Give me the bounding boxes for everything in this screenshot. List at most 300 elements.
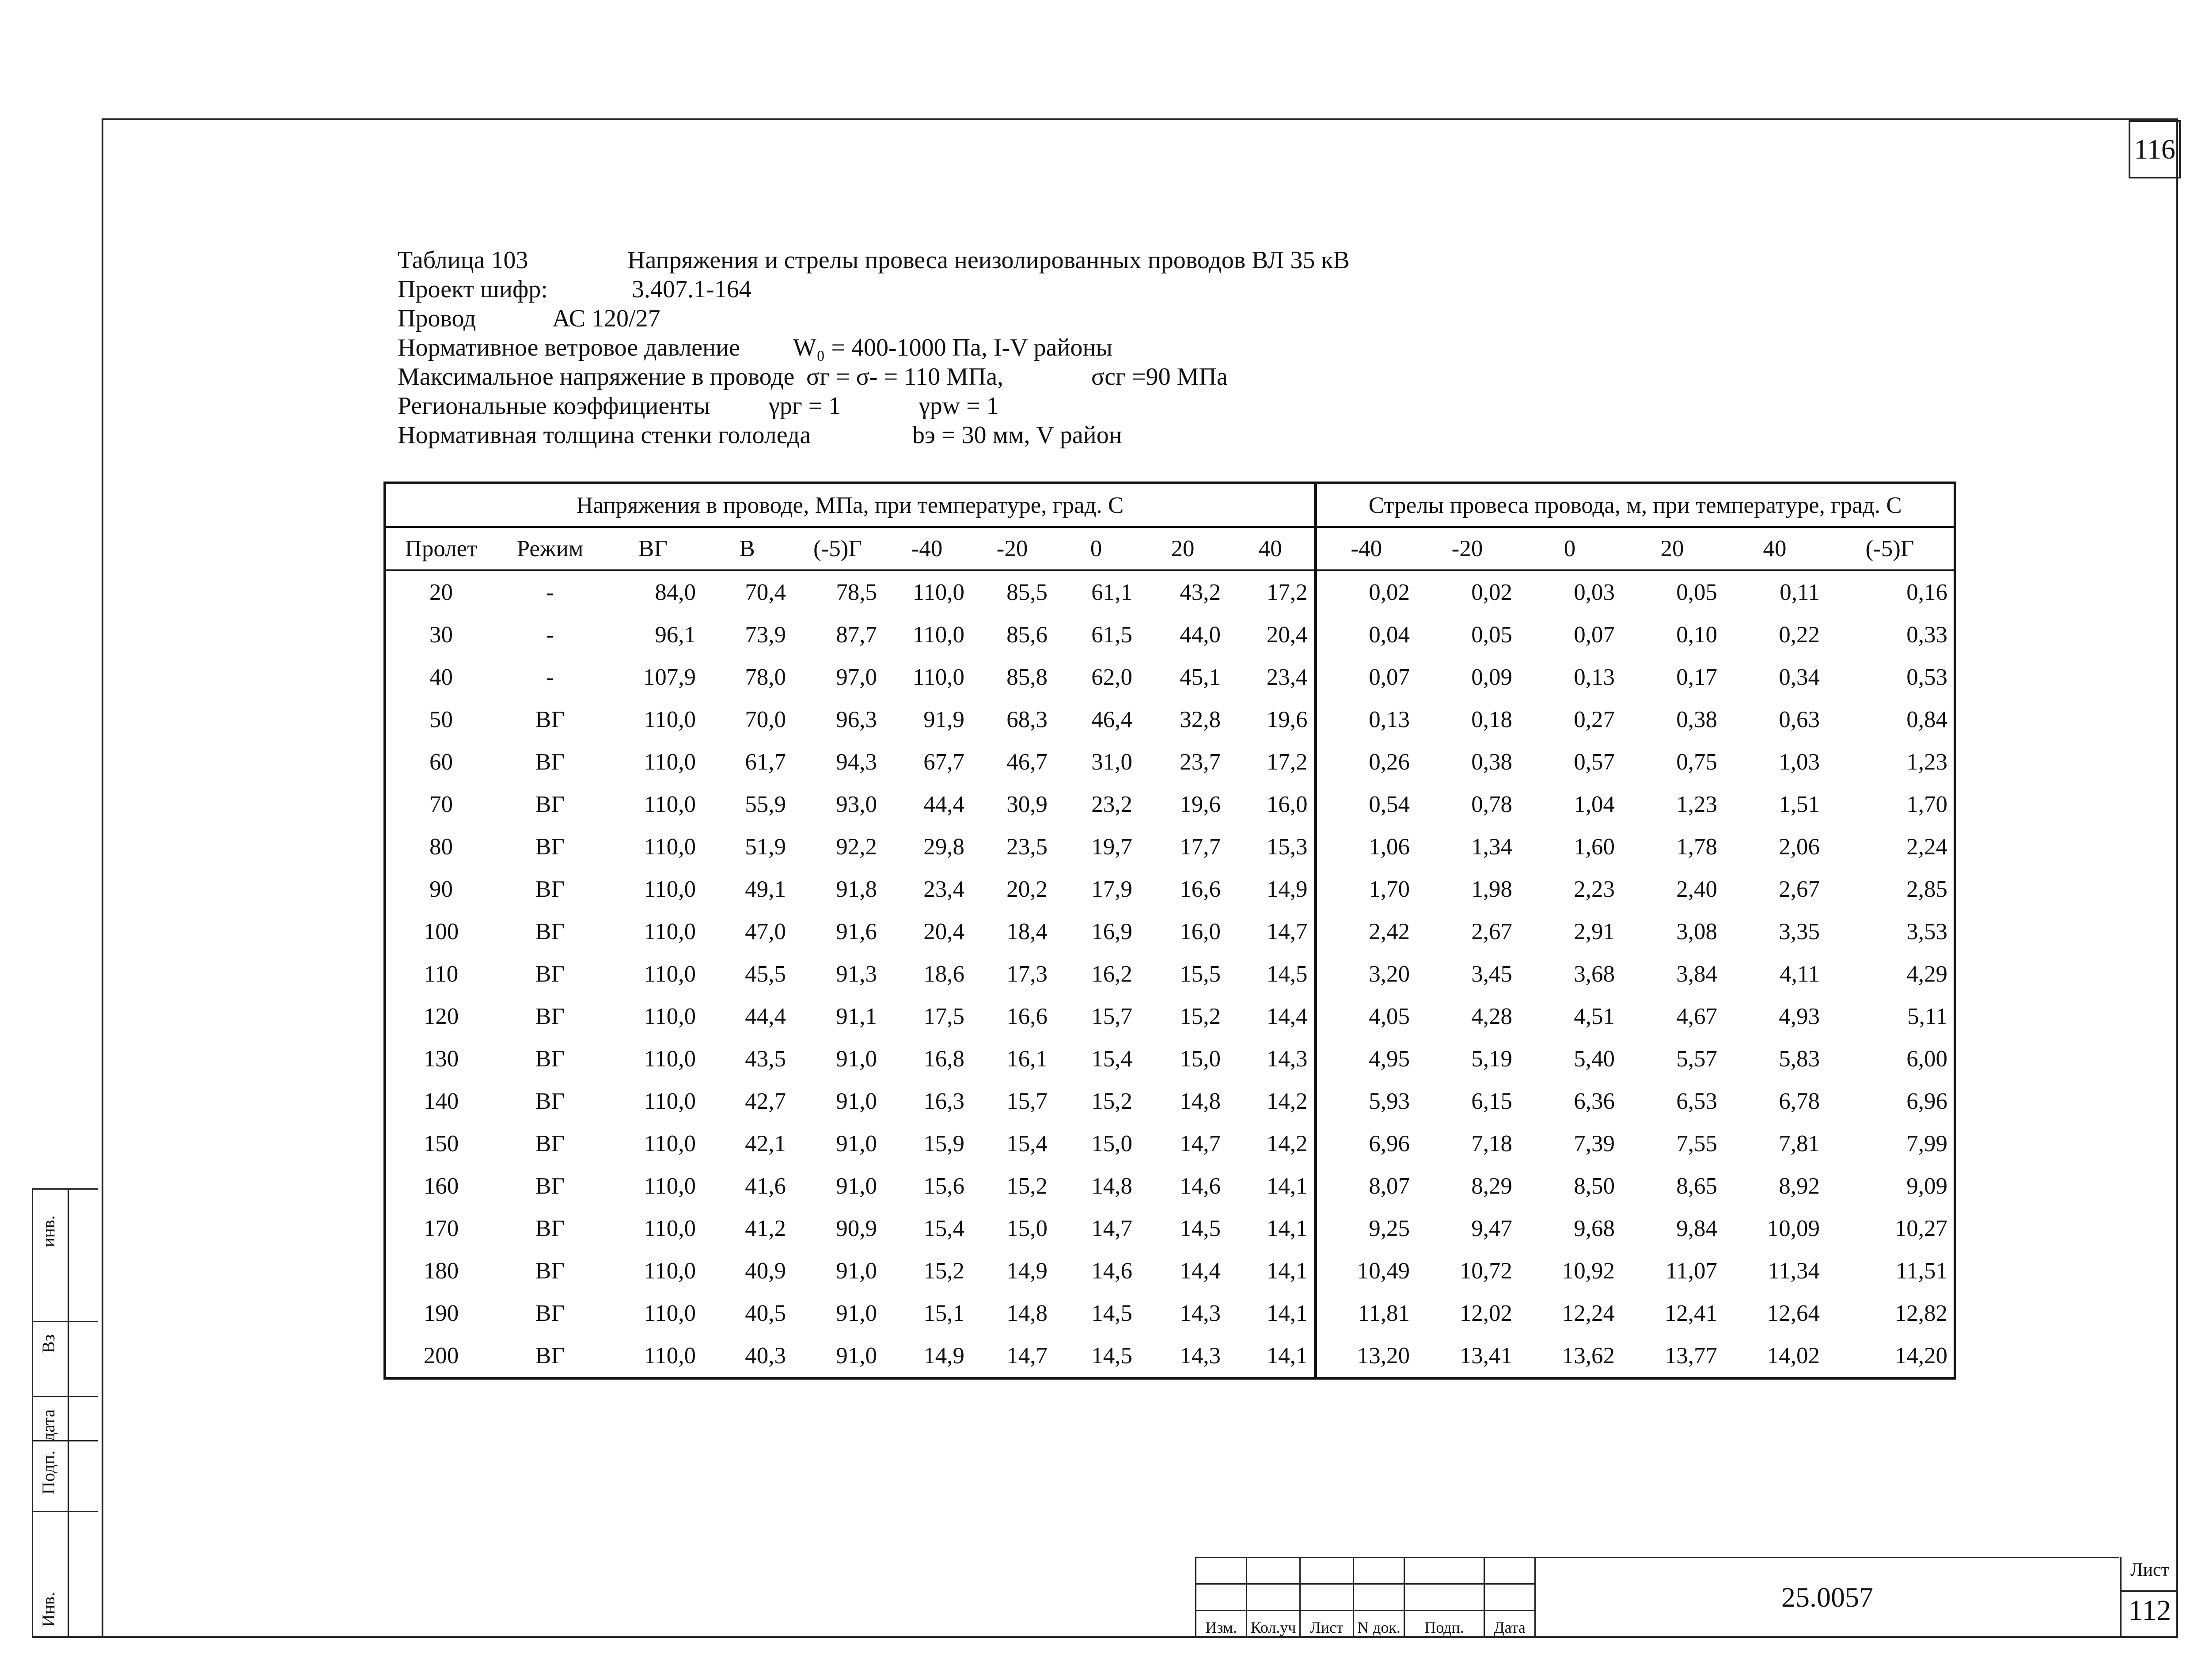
project-label: Проект шифр: <box>398 276 548 303</box>
table-cell: 15,0 <box>1180 1046 1221 1072</box>
table-cell: 17,2 <box>1266 580 1308 605</box>
table-cell: 70,4 <box>745 580 786 605</box>
table-cell: 41,2 <box>745 1216 786 1241</box>
table-cell: 40 <box>429 664 453 690</box>
table-title: Напряжения и стрелы провеса неизолированных проводов ВЛ 35 кВ <box>627 247 1350 274</box>
table-cell: 92,2 <box>836 834 877 860</box>
table-cell: 110,0 <box>912 664 964 690</box>
wind-pressure-label: Нормативное ветровое давление <box>398 334 740 361</box>
table-cell: 91,0 <box>836 1301 877 1326</box>
table-cell: ВГ <box>535 1046 565 1072</box>
table-cell: 29,8 <box>923 834 964 860</box>
max-stress-value: σг = σ- = 110 МПа, <box>806 363 1004 391</box>
table-cell: 0,09 <box>1471 664 1512 690</box>
table-cell: 31,0 <box>1091 749 1132 775</box>
table-cell: 15,2 <box>1091 1088 1132 1114</box>
wire-value: АС 120/27 <box>552 305 660 332</box>
table-cell: 13,62 <box>1562 1343 1615 1369</box>
table-cell: 30,9 <box>1006 792 1048 817</box>
wire-label: Провод <box>398 305 476 332</box>
table-cell: 70,0 <box>745 707 786 732</box>
table-row <box>385 995 1955 1038</box>
table-cell: 2,67 <box>1471 919 1512 944</box>
table-row <box>385 783 1955 826</box>
side-cell-inv <box>32 1188 98 1247</box>
table-cell: 78,0 <box>745 664 786 690</box>
table-cell: 40,3 <box>745 1343 786 1369</box>
table-cell: 8,92 <box>1779 1173 1820 1199</box>
table-cell: - <box>546 580 554 605</box>
table-cell: 5,57 <box>1676 1046 1717 1072</box>
table-cell: 17,3 <box>1006 961 1048 987</box>
table-cell: 2,85 <box>1906 876 1947 902</box>
table-cell: 120 <box>423 1004 459 1029</box>
table-cell: 96,1 <box>655 622 696 648</box>
table-row <box>385 1250 1955 1292</box>
table-cell: 2,91 <box>1574 919 1615 944</box>
sheet-label: Лист <box>2130 1560 2169 1580</box>
table-cell: 6,15 <box>1471 1088 1512 1114</box>
table-cell: 0,04 <box>1315 614 1416 656</box>
table-cell: 0,53 <box>1906 664 1947 690</box>
table-cell: 20,2 <box>1006 876 1048 902</box>
table-cell: 5,83 <box>1779 1046 1820 1072</box>
table-cell: 16,3 <box>923 1088 964 1114</box>
table-cell: 160 <box>423 1173 459 1199</box>
table-cell: 9,47 <box>1471 1216 1512 1241</box>
table-cell: 3,68 <box>1574 961 1615 987</box>
table-cell: - <box>546 622 554 648</box>
table-cell: 13,20 <box>1315 1335 1416 1378</box>
table-cell: 16,9 <box>1091 919 1132 944</box>
table-cell: 49,1 <box>745 876 786 902</box>
table-cell: 11,51 <box>1895 1258 1947 1284</box>
table-cell: 60 <box>429 749 453 775</box>
table-cell: 4,95 <box>1315 1038 1416 1080</box>
table-cell: 0,34 <box>1779 664 1820 690</box>
table-cell: 100 <box>423 919 459 944</box>
table-cell: 0,26 <box>1315 741 1416 783</box>
table-cell: 12,02 <box>1459 1301 1512 1326</box>
table-cell: 8,65 <box>1676 1173 1717 1199</box>
table-cell: 3,45 <box>1471 961 1512 987</box>
table-row <box>385 1038 1955 1080</box>
table-cell: 110,0 <box>644 961 696 987</box>
column-header: (-5)Г <box>813 536 862 561</box>
table-cell: 10,92 <box>1562 1258 1615 1284</box>
table-cell: 14,1 <box>1266 1343 1308 1369</box>
table-cell: 42,1 <box>745 1131 786 1157</box>
table-cell: 1,23 <box>1676 792 1717 817</box>
table-cell: 3,08 <box>1676 919 1717 944</box>
column-header: 40 <box>1763 536 1787 561</box>
table-cell: 14,1 <box>1266 1301 1308 1326</box>
table-cell: 5,40 <box>1574 1046 1615 1072</box>
table-cell: - <box>546 664 554 690</box>
table-cell: 23,5 <box>1006 834 1048 860</box>
table-cell: 0,33 <box>1906 622 1947 648</box>
table-row <box>385 953 1955 995</box>
table-cell: 23,2 <box>1091 792 1132 817</box>
frame-top <box>102 118 2178 120</box>
stamp-label: N док. <box>1354 1611 1404 1637</box>
table-cell: 0,07 <box>1574 622 1615 648</box>
table-cell: 180 <box>423 1258 459 1284</box>
table-cell: 80 <box>429 834 453 860</box>
table-cell: 1,34 <box>1471 834 1512 860</box>
side-cell-sign <box>32 1440 98 1494</box>
table-cell: 4,67 <box>1676 1004 1717 1029</box>
table-cell: 110,0 <box>644 1343 696 1369</box>
stress-sag-table <box>383 482 1956 1380</box>
table-cell: 9,25 <box>1315 1207 1416 1250</box>
table-row <box>385 1335 1955 1378</box>
table-cell: ВГ <box>535 919 565 944</box>
table-cell: 16,6 <box>1006 1004 1048 1029</box>
column-header-row <box>385 527 1955 570</box>
table-cell: 11,07 <box>1665 1258 1717 1284</box>
side-cell-date <box>32 1396 98 1441</box>
table-cell: 55,9 <box>745 792 786 817</box>
table-cell: ВГ <box>535 1343 565 1369</box>
table-cell: ВГ <box>535 876 565 902</box>
table-cell: 1,60 <box>1574 834 1615 860</box>
table-cell: 14,9 <box>1266 876 1308 902</box>
table-cell: 73,9 <box>745 622 786 648</box>
table-cell: 44,0 <box>1180 622 1221 648</box>
table-cell: 16,6 <box>1180 876 1221 902</box>
table-cell: 2,06 <box>1779 834 1820 860</box>
table-cell: 110,0 <box>644 919 696 944</box>
table-cell: 10,27 <box>1894 1216 1947 1241</box>
table-cell: 110,0 <box>644 749 696 775</box>
column-header: -20 <box>1451 536 1483 561</box>
table-cell: 90,9 <box>836 1216 877 1241</box>
table-cell: 2,42 <box>1315 910 1416 953</box>
table-cell: 1,23 <box>1906 749 1947 775</box>
table-cell: 0,27 <box>1574 707 1615 732</box>
table-cell: 7,39 <box>1574 1131 1615 1157</box>
column-header: -20 <box>996 536 1028 561</box>
table-row <box>385 1123 1955 1165</box>
table-cell: 15,5 <box>1180 961 1221 987</box>
table-cell: 14,3 <box>1266 1046 1308 1072</box>
table-cell: 93,0 <box>836 792 877 817</box>
table-cell: 15,2 <box>1180 1004 1221 1029</box>
table-cell: 110,0 <box>912 622 964 648</box>
table-cell: 94,3 <box>836 749 877 775</box>
table-cell: 14,7 <box>1091 1216 1132 1241</box>
table-cell: ВГ <box>535 1301 565 1326</box>
table-cell: 11,34 <box>1768 1258 1820 1284</box>
table-row <box>385 1080 1955 1123</box>
table-cell: 12,24 <box>1562 1301 1615 1326</box>
group-header-sag: Стрелы провеса провода, м, при температуре, град. С <box>1315 483 1955 527</box>
table-cell: 6,00 <box>1906 1046 1947 1072</box>
table-cell: ВГ <box>535 961 565 987</box>
table-cell: 40,9 <box>745 1258 786 1284</box>
table-cell: 150 <box>423 1131 459 1157</box>
table-cell: 0,13 <box>1574 664 1615 690</box>
table-cell: 0,10 <box>1676 622 1717 648</box>
table-cell: 17,9 <box>1091 876 1132 902</box>
table-cell: 7,99 <box>1906 1131 1947 1157</box>
table-cell: 51,9 <box>745 834 786 860</box>
table-cell: 15,6 <box>923 1173 964 1199</box>
table-cell: 1,98 <box>1471 876 1512 902</box>
table-cell: ВГ <box>535 1004 565 1029</box>
table-cell: 0,38 <box>1676 707 1717 732</box>
table-cell: 16,0 <box>1180 919 1221 944</box>
table-cell: 0,13 <box>1315 698 1416 741</box>
table-cell: 4,51 <box>1574 1004 1615 1029</box>
table-cell: 68,3 <box>1006 707 1048 732</box>
table-cell: 10,49 <box>1315 1250 1416 1292</box>
table-cell: 14,9 <box>1006 1258 1048 1284</box>
table-cell: 7,81 <box>1779 1131 1820 1157</box>
group-header-stress: Напряжения в проводе, МПа, при температуре, град. С <box>576 492 1124 518</box>
table-cell: 200 <box>423 1343 459 1369</box>
table-cell: 14,1 <box>1266 1258 1308 1284</box>
table-row <box>385 614 1955 656</box>
side-label-sign: Подп. <box>38 1450 58 1494</box>
table-cell: 90 <box>429 876 453 902</box>
table-cell: 14,20 <box>1894 1343 1947 1369</box>
table-cell: 1,70 <box>1315 868 1416 910</box>
table-cell: 17,7 <box>1180 834 1221 860</box>
table-cell: 0,22 <box>1779 622 1820 648</box>
table-cell: 110,0 <box>644 792 696 817</box>
table-cell: 0,17 <box>1676 664 1717 690</box>
side-cell-inv-no <box>32 1511 98 1627</box>
table-cell: 3,20 <box>1315 953 1416 995</box>
table-cell: 32,8 <box>1180 707 1221 732</box>
column-header: 0 <box>1090 536 1102 561</box>
table-row <box>385 1165 1955 1207</box>
table-cell: 14,2 <box>1266 1088 1308 1114</box>
table-number: Таблица 103 <box>398 247 528 274</box>
table-cell: 170 <box>423 1216 459 1241</box>
table-cell: 85,6 <box>1006 622 1048 648</box>
table-cell: 14,5 <box>1266 961 1308 987</box>
table-cell: 15,0 <box>1091 1131 1132 1157</box>
table-cell: 45,5 <box>745 961 786 987</box>
table-cell: 15,4 <box>1091 1046 1132 1072</box>
table-cell: 97,0 <box>836 664 877 690</box>
table-cell: 6,78 <box>1779 1088 1820 1114</box>
table-cell: 84,0 <box>655 580 696 605</box>
table-cell: ВГ <box>535 749 565 775</box>
table-cell: 19,6 <box>1180 792 1221 817</box>
table-cell: 110,0 <box>912 580 964 605</box>
table-cell: 14,5 <box>1091 1343 1132 1369</box>
table-cell: 0,02 <box>1315 570 1416 614</box>
wind-pressure-value: W₀ = 400-1000 Па, I-V районы <box>793 334 1113 361</box>
table-cell: 50 <box>429 707 453 732</box>
regional-coeff-value-2: γpw = 1 <box>919 392 999 420</box>
table-cell: 2,23 <box>1574 876 1615 902</box>
sheet-number: 112 <box>2128 1594 2171 1627</box>
table-cell: 23,4 <box>923 876 964 902</box>
table-cell: 6,96 <box>1906 1088 1947 1114</box>
table-cell: 4,93 <box>1779 1004 1820 1029</box>
side-cell-vz <box>32 1321 98 1353</box>
table-cell: 15,7 <box>1091 1004 1132 1029</box>
table-cell: 46,7 <box>1006 749 1048 775</box>
table-cell: 110,0 <box>644 707 696 732</box>
column-header: 20 <box>1660 536 1684 561</box>
table-cell: 4,05 <box>1315 995 1416 1038</box>
table-cell: 110,0 <box>644 834 696 860</box>
table-cell: 61,5 <box>1091 622 1132 648</box>
table-cell: 19,6 <box>1266 707 1308 732</box>
table-cell: 91,0 <box>836 1046 877 1072</box>
table-cell: 91,0 <box>836 1088 877 1114</box>
stamp-label: Лист <box>1300 1611 1354 1637</box>
table-cell: 85,5 <box>1006 580 1048 605</box>
column-header: ВГ <box>638 536 668 561</box>
table-cell: 14,7 <box>1180 1131 1221 1157</box>
table-cell: 0,78 <box>1471 792 1512 817</box>
table-cell: 30 <box>429 622 453 648</box>
table-cell: 91,8 <box>836 876 877 902</box>
max-stress-value-2: σсг =90 МПа <box>1091 363 1228 391</box>
table-cell: 5,19 <box>1471 1046 1512 1072</box>
table-cell: 110,0 <box>644 1258 696 1284</box>
table-cell: 96,3 <box>836 707 877 732</box>
table-cell: ВГ <box>535 1173 565 1199</box>
table-cell: 78,5 <box>836 580 877 605</box>
ice-thickness-label: Нормативная толщина стенки гололеда <box>398 421 811 449</box>
table-cell: 14,5 <box>1180 1216 1221 1241</box>
table-cell: 47,0 <box>745 919 786 944</box>
column-header: Пролет <box>405 536 478 561</box>
table-cell: 9,09 <box>1906 1173 1947 1199</box>
table-cell: 14,3 <box>1180 1343 1221 1369</box>
table-cell: ВГ <box>535 792 565 817</box>
table-cell: 0,07 <box>1315 656 1416 698</box>
table-cell: 0,11 <box>1780 580 1820 605</box>
table-cell: 61,7 <box>745 749 786 775</box>
table-cell: 1,78 <box>1676 834 1717 860</box>
table-cell: 40,5 <box>745 1301 786 1326</box>
table-cell: 15,3 <box>1266 834 1308 860</box>
table-cell: 46,4 <box>1091 707 1132 732</box>
table-cell: 140 <box>423 1088 459 1114</box>
table-cell: 23,7 <box>1180 749 1221 775</box>
table-cell: 110,0 <box>644 1131 696 1157</box>
regional-coeff-value: γpг = 1 <box>769 392 841 420</box>
table-cell: 14,8 <box>1180 1088 1221 1114</box>
table-cell: 91,6 <box>836 919 877 944</box>
table-cell: 15,2 <box>1006 1173 1048 1199</box>
table-cell: 14,4 <box>1266 1004 1308 1029</box>
table-cell: 23,4 <box>1266 664 1308 690</box>
table-cell: 1,03 <box>1779 749 1820 775</box>
table-cell: 14,7 <box>1006 1343 1048 1369</box>
table-cell: 0,38 <box>1471 749 1512 775</box>
table-cell: 110 <box>424 961 459 987</box>
table-cell: 91,0 <box>836 1343 877 1369</box>
table-cell: 8,07 <box>1315 1165 1416 1207</box>
table-cell: 43,5 <box>745 1046 786 1072</box>
table-row <box>385 741 1955 783</box>
table-cell: 0,18 <box>1471 707 1512 732</box>
sheet-box <box>2120 1557 2178 1636</box>
table-cell: 20 <box>429 580 453 605</box>
table-cell: 70 <box>429 792 453 817</box>
table-cell: 44,4 <box>745 1004 786 1029</box>
table-cell: 17,5 <box>923 1004 964 1029</box>
side-label-inv-no: Инв. <box>38 1592 58 1627</box>
table-cell: 0,63 <box>1779 707 1820 732</box>
table-cell: 14,6 <box>1091 1258 1132 1284</box>
table-cell: 2,67 <box>1779 876 1820 902</box>
table-cell: 67,7 <box>923 749 964 775</box>
table-cell: 11,81 <box>1315 1292 1416 1335</box>
table-cell: 0,54 <box>1315 783 1416 826</box>
column-header: Режим <box>516 536 584 561</box>
table-cell: 5,11 <box>1907 1004 1947 1029</box>
ice-thickness-value: bэ = 30 мм, V район <box>912 421 1122 449</box>
table-cell: 14,4 <box>1180 1258 1221 1284</box>
table-cell: 110,0 <box>644 1173 696 1199</box>
stamp-label: Кол.уч <box>1247 1611 1300 1637</box>
table-cell: 14,6 <box>1180 1173 1221 1199</box>
table-cell: 190 <box>423 1301 459 1326</box>
table-cell: 110,0 <box>644 1088 696 1114</box>
table-row <box>385 826 1955 868</box>
table-cell: 110,0 <box>644 1301 696 1326</box>
table-cell: 20,4 <box>923 919 964 944</box>
table-cell: 85,8 <box>1006 664 1048 690</box>
table-cell: 42,7 <box>745 1088 786 1114</box>
table-cell: 6,36 <box>1574 1088 1615 1114</box>
table-cell: 19,7 <box>1091 834 1132 860</box>
table-cell: 14,8 <box>1091 1173 1132 1199</box>
table-cell: 2,40 <box>1676 876 1717 902</box>
table-cell: 16,2 <box>1091 961 1132 987</box>
table-cell: 4,28 <box>1471 1004 1512 1029</box>
column-header: 20 <box>1171 536 1195 561</box>
table-cell: 3,35 <box>1779 919 1820 944</box>
column-header: -40 <box>1315 527 1416 570</box>
table-cell: ВГ <box>535 1088 565 1114</box>
column-header: В <box>739 536 755 561</box>
side-label-vz: Вз <box>38 1334 58 1353</box>
table-cell: 91,0 <box>836 1258 877 1284</box>
table-cell: 15,1 <box>923 1301 964 1326</box>
table-cell: 12,82 <box>1894 1301 1947 1326</box>
table-cell: 9,68 <box>1574 1216 1615 1241</box>
table-cell: 6,96 <box>1315 1123 1416 1165</box>
table-cell: 43,2 <box>1180 580 1221 605</box>
table-cell: 41,6 <box>745 1173 786 1199</box>
table-cell: 44,4 <box>923 792 964 817</box>
table-cell: 5,93 <box>1315 1080 1416 1123</box>
column-header: 40 <box>1258 536 1282 561</box>
table-cell: ВГ <box>535 1131 565 1157</box>
table-cell: 0,05 <box>1676 580 1717 605</box>
stamp-label: Изм. <box>1196 1611 1247 1637</box>
table-cell: 15,4 <box>1006 1131 1048 1157</box>
table-cell: 1,04 <box>1574 792 1615 817</box>
table-cell: 14,7 <box>1266 919 1308 944</box>
table-cell: 14,9 <box>923 1343 964 1369</box>
table-cell: 107,9 <box>643 664 696 690</box>
table-cell: 2,24 <box>1906 834 1947 860</box>
table-cell: 15,9 <box>923 1131 964 1157</box>
